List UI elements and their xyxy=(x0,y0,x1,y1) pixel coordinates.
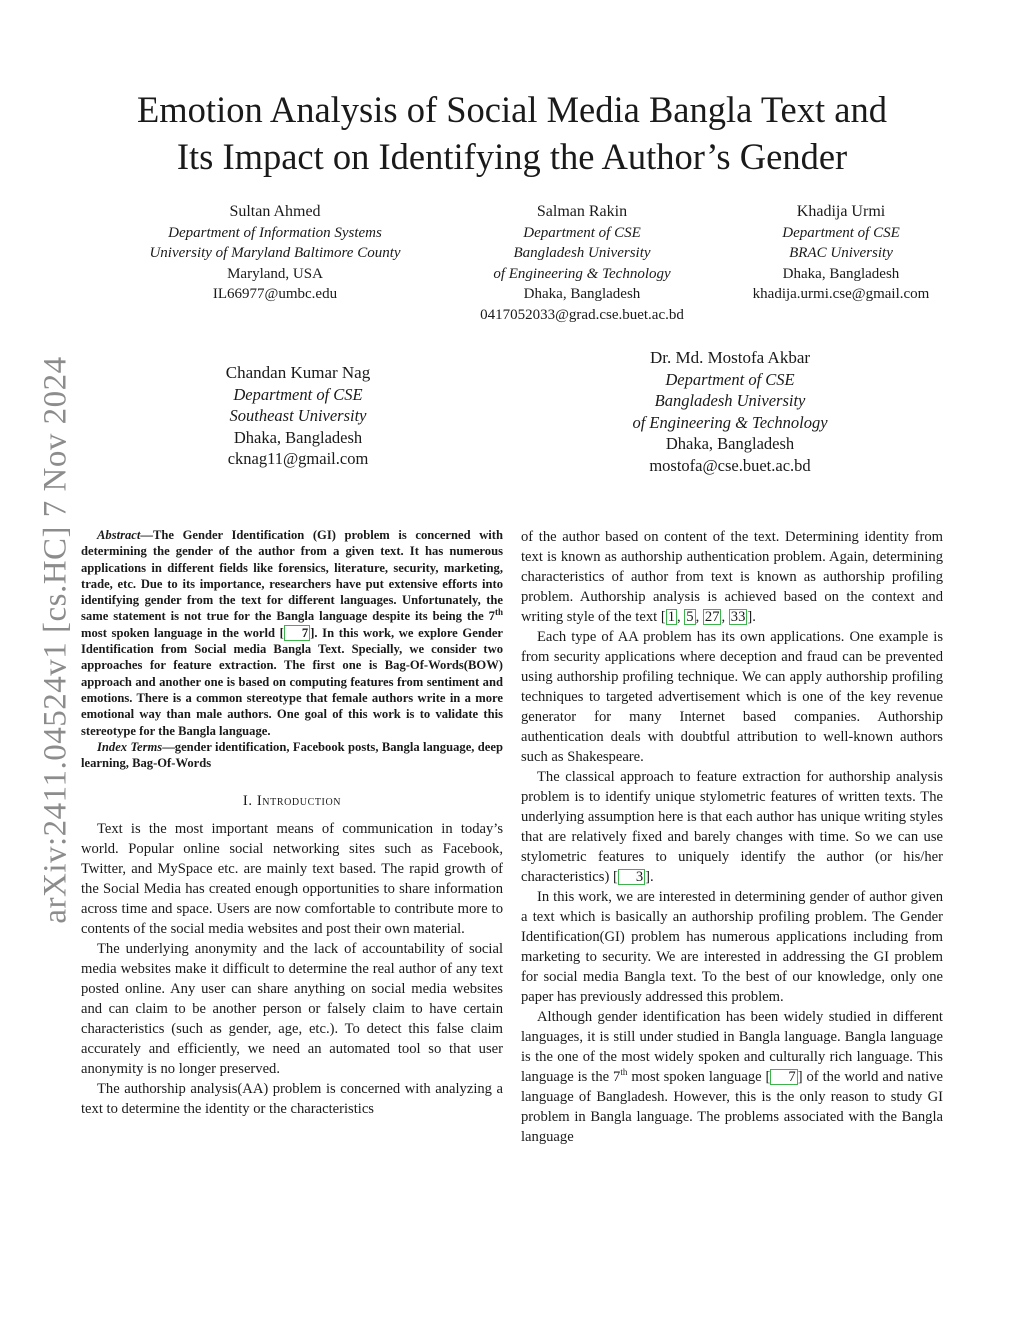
author-location: Maryland, USA xyxy=(227,265,323,282)
paragraph-text: The classical approach to feature extraction for authorship analysis problem is to identify unique stylometric features of written texts. The underlying assumption here is that each author has unique writing styles that are relatively fixed and barely changes with time. So we can use stylometric features to uniquely identify the author (or his/her characteristics) [ xyxy=(521,769,943,885)
author-organization: Bangladesh University xyxy=(654,391,806,410)
section-number: I. xyxy=(242,793,253,810)
author-name: Salman Rakin xyxy=(536,203,628,220)
left-column xyxy=(81,527,503,1119)
author-organization: Bangladesh University xyxy=(513,245,651,262)
author-department: Department of CSE xyxy=(233,384,363,404)
author-location: Dhaka, Bangladesh xyxy=(233,427,363,447)
paragraph-text: of the author based on content of the text. Determining identity from text is known as authorship authentication problem. Again, determining characteristics of author from text is known as authorship profiling problem. Authorship analysis is achieved based on the context and writing style of the text [ xyxy=(521,529,943,625)
superscript: th xyxy=(620,1067,628,1078)
citation-link[interactable]: 33 xyxy=(730,609,746,625)
title-line-2: Its Impact on Identifying the Author’s Gender xyxy=(176,136,848,177)
body-paragraph: In this work, we are interested in determining gender of author given a text which is basically an authorship profiling problem. The Gender Identification(GI) problem has numerous applications including from marketing to security. We are interested in addressing the GI problem for social media Bangla text. To the best of our knowledge, only one paper has previously addressed this problem. xyxy=(521,889,943,1005)
body-paragraph: The underlying anonymity and the lack of accountability of social media websites make it difficult to determine the real author of any text posted online. Any user can share anything on social media websites and can claim to be another person or falsely claim to have certain characteristics (such as gender, age, etc.). To detect this false claim accurately and efficiently, we need an automated tool so that user anonymity is no longer preserved. xyxy=(81,941,503,1078)
author-email[interactable]: IL66977@umbc.edu xyxy=(212,286,338,303)
author-department: Department of CSE xyxy=(665,369,795,389)
author-department: Department of Information Systems xyxy=(168,224,382,241)
citation-link[interactable]: 5 xyxy=(686,609,694,625)
author-email[interactable]: mostofa@cse.buet.ac.bd xyxy=(649,455,811,475)
paragraph-text: most spoken language [ xyxy=(627,1069,771,1085)
body-paragraph: Text is the most important means of communication in today’s world. Popular online social networking sites such as Facebook, Twitter, and MySpace etc. are mainly text based. The rapid growth of the Social Media has created enough opportunities to share information across time and space. Users are now comfortable to contribute more to contents of the social media websites and post their own material. xyxy=(81,821,503,938)
paper-title xyxy=(60,86,964,180)
author-email[interactable]: 0417052033@grad.cse.buet.ac.bd xyxy=(480,306,684,323)
paragraph-text: Although gender identification has been widely studied in different languages, it is still under studied in Bangla language. Bangla language is the one of the most widely spoken and culturally rich language. This language is the 7 xyxy=(521,1009,943,1085)
citation-link[interactable]: 3 xyxy=(618,869,645,885)
author-block-salman-rakin xyxy=(451,202,713,326)
citation-link[interactable]: 1 xyxy=(667,609,675,625)
author-name: Chandan Kumar Nag xyxy=(225,363,371,382)
body-paragraph xyxy=(521,1007,943,1147)
author-department: Department of CSE xyxy=(782,224,900,241)
paragraph-text-end: ]. xyxy=(747,609,756,625)
citation-link[interactable]: 7 xyxy=(284,625,310,641)
citation-link[interactable]: 27 xyxy=(704,609,720,625)
author-name: Khadija Urmi xyxy=(796,203,886,220)
author-block-sultan-ahmed xyxy=(123,202,427,305)
paragraph-text: ] of the world and native language of Bangladesh. However, this is the only reason to study GI problem in Bangla language. The problems associated with the Bangla language xyxy=(521,1069,943,1145)
abstract-label: Abstract xyxy=(97,528,141,542)
author-location: Dhaka, Bangladesh xyxy=(523,286,641,303)
body-paragraph: The authorship analysis(AA) problem is concerned with analyzing a text to determine the identity or the characteristics xyxy=(81,1081,503,1118)
author-name: Dr. Md. Mostofa Akbar xyxy=(649,348,811,367)
abstract-text-b: most spoken language in the world [ xyxy=(81,625,284,640)
author-department: Department of CSE xyxy=(523,224,641,241)
citation-link[interactable]: 7 xyxy=(770,1069,797,1085)
author-block-khadija-urmi xyxy=(738,202,944,305)
index-terms-text: gender identification, Facebook posts, Bangla language, deep learning, Bag-Of-Words xyxy=(81,739,503,771)
author-organization: Southeast University xyxy=(229,406,367,425)
author-email[interactable]: cknag11@gmail.com xyxy=(227,449,369,468)
body-paragraph: Each type of AA problem has its own applications. One example is from security applications where deception and fraud can be prevented using authorship profiling technique. We can apply authorship profiling techniques to targeted advertisement which is one of the key revenue generator for many Internet based companies. Authorship authentication deals with doubtful attribution to well-known authors such as Shakespeare. xyxy=(521,629,943,765)
arxiv-identifier: arXiv:2411.04524v1 [cs.HC] 7 Nov 2024 xyxy=(37,356,74,924)
author-organization-cont: of Engineering & Technology xyxy=(632,412,828,432)
title-line-1: Emotion Analysis of Social Media Bangla Text and xyxy=(137,89,887,130)
author-email[interactable]: khadija.urmi.cse@gmail.com xyxy=(752,286,930,303)
author-organization: University of Maryland Baltimore County xyxy=(149,245,401,262)
author-name: Sultan Ahmed xyxy=(229,203,321,220)
abstract-text-c: ]. In this work, we explore Gender Identification from Social media Bangla Text. Specially, we consider two approaches for feature extraction. The first one is Bag-Of-Words(BOW) approach and another one is based on computing features from sentiment and emotions. There is a common stereotype that female authors write in a more emotional way than male authors. One goal of this work is to validate this stereotype for the Bangla language. xyxy=(81,625,504,738)
author-location: Dhaka, Bangladesh xyxy=(782,265,900,282)
index-terms: Index Terms—gender identification, Facebook posts, Bangla language, deep learning, Bag-Of-Words xyxy=(81,739,503,771)
abstract-sup: th xyxy=(494,607,503,618)
section-title: Introduction xyxy=(256,793,342,810)
index-terms-label: Index Terms xyxy=(97,739,163,754)
author-organization: BRAC University xyxy=(789,245,893,262)
paragraph-text-end: ]. xyxy=(645,869,654,885)
body-paragraph xyxy=(521,767,943,887)
author-location: Dhaka, Bangladesh xyxy=(665,434,795,453)
abstract: Abstract—The Gender Identification (GI) problem is concerned with determining the gender of the author from a given text. It has numerous applications in different fields like forensics, literature, security, marketing, trade, etc. Due to its importance, researchers have put extensive efforts into identifying gender from the text for different languages. Unfortunately, the same statement is not true for the Bangla language despite its being the 7th most spoken language in the world [ 7 ]. In this work, we explore Gender Identification from Social media Bangla Text. Specially, we consider two approaches for feature extraction. The first one is Bag-Of-Words(BOW) approach and another one is based on computing features from sentiment and emotions. There is a common stereotype that female authors write in a more emotional way than male authors. One goal of this work is to validate this stereotype for the Bangla language. xyxy=(81,528,504,738)
author-block-mostofa-akbar xyxy=(602,347,858,476)
abstract-text-a: The Gender Identification (GI) problem is concerned with determining the gender of the author from a given text. It has numerous applications in different fields like forensics, literature, security, marketing, trade, etc. Due to its importance, researchers have put extensive efforts into identifying gender from the text for different languages. Unfortunately, the same statement is not true for the Bangla language despite its being the 7 xyxy=(81,528,503,624)
author-organization-cont: of Engineering & Technology xyxy=(493,265,671,282)
body-paragraph: of the author based on content of the text. Determining identity from text is known as authorship authentication problem. Again, determining characteristics of author from text is known as authorship profiling problem. Authorship analysis is achieved based on the context and writing style of the text [ 1 , 5 , 27 , 33 ]. xyxy=(521,529,943,625)
section-heading-introduction xyxy=(81,791,503,811)
right-column xyxy=(521,527,943,1147)
author-block-chandan-kumar-nag xyxy=(198,362,398,470)
